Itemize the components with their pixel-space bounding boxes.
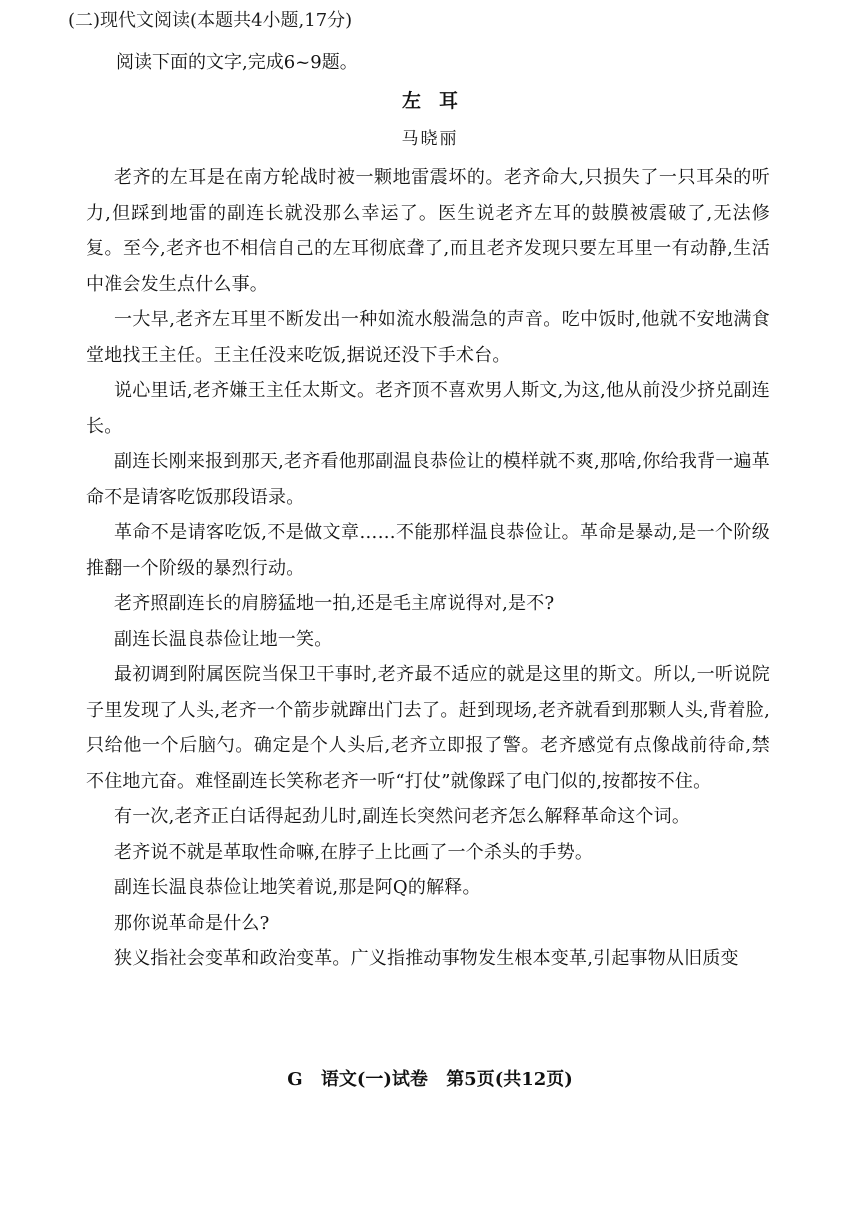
- footer-subject: 语文(一)试卷: [320, 1069, 428, 1090]
- paragraph: 说心里话,老齐嫌王主任太斯文。老齐顶不喜欢男人斯文,为这,他从前没少挤兑副连长。: [86, 380, 770, 437]
- paragraph: 老齐的左耳是在南方轮战时被一颗地雷震坏的。老齐命大,只损失了一只耳朵的听力,但踩到地雷的副连长就没那么幸运了。医生说老齐左耳的鼓膜被震破了,无法修复。至今,老齐也不相信自己的左耳彻底聋了,而且老齐发现只要左耳里一有动静,生活中准会发生点什么事。: [86, 167, 770, 295]
- footer-series: G: [287, 1069, 303, 1090]
- paragraph: 革命不是请客吃饭,不是做文章……不能那样温良恭俭让。革命是暴动,是一个阶级推翻一个阶级的暴烈行动。: [86, 522, 770, 579]
- paragraph: 那你说革命是什么?: [114, 912, 270, 934]
- paragraph: 老齐说不就是革取性命嘛,在脖子上比画了一个杀头的手势。: [114, 841, 594, 863]
- article-body: [86, 160, 770, 977]
- paragraph: 副连长温良恭俭让地笑着说,那是阿Q的解释。: [114, 877, 481, 898]
- paragraph: 副连长刚来报到那天,老齐看他那副温良恭俭让的模样就不爽,那啥,你给我背一遍革命不是请客吃饭那段语录。: [86, 451, 770, 508]
- article-author: 马晓丽: [401, 129, 459, 149]
- footer-page-number: 第5页(共12页): [446, 1069, 573, 1090]
- reading-instruction: 阅读下面的文字,完成6~9题。: [116, 52, 358, 73]
- paragraph: 一大早,老齐左耳里不断发出一种如流水般湍急的声音。吃中饭时,他就不安地满食堂地找王主任。王主任没来吃饭,据说还没下手术台。: [86, 309, 770, 366]
- section-header: (二)现代文阅读(本题共4小题,17分): [68, 10, 353, 31]
- paragraph: 老齐照副连长的肩膀猛地一拍,还是毛主席说得对,是不?: [114, 593, 555, 614]
- paragraph: 最初调到附属医院当保卫干事时,老齐最不适应的就是这里的斯文。所以,一听说院子里发现了人头,老齐一个箭步就蹿出门去了。赶到现场,老齐就看到那颗人头,背着脸,只给他一个后脑勺。确定是个人头后,老齐立即报了警。老齐感觉有点像战前待命,禁不住地亢奋。难怪副连长笑称老齐一听“打仗”就像踩了电门似的,按都按不住。: [86, 664, 770, 792]
- page-footer: [0, 1065, 860, 1091]
- article-title: 左耳: [401, 90, 476, 112]
- paragraph: 有一次,老齐正白话得起劲儿时,副连长突然问老齐怎么解释革命这个词。: [114, 806, 691, 827]
- paragraph: 狭义指社会变革和政治变革。广义指推动事物发生根本变革,引起事物从旧质变: [114, 948, 739, 969]
- paragraph: 副连长温良恭俭让地一笑。: [114, 628, 333, 650]
